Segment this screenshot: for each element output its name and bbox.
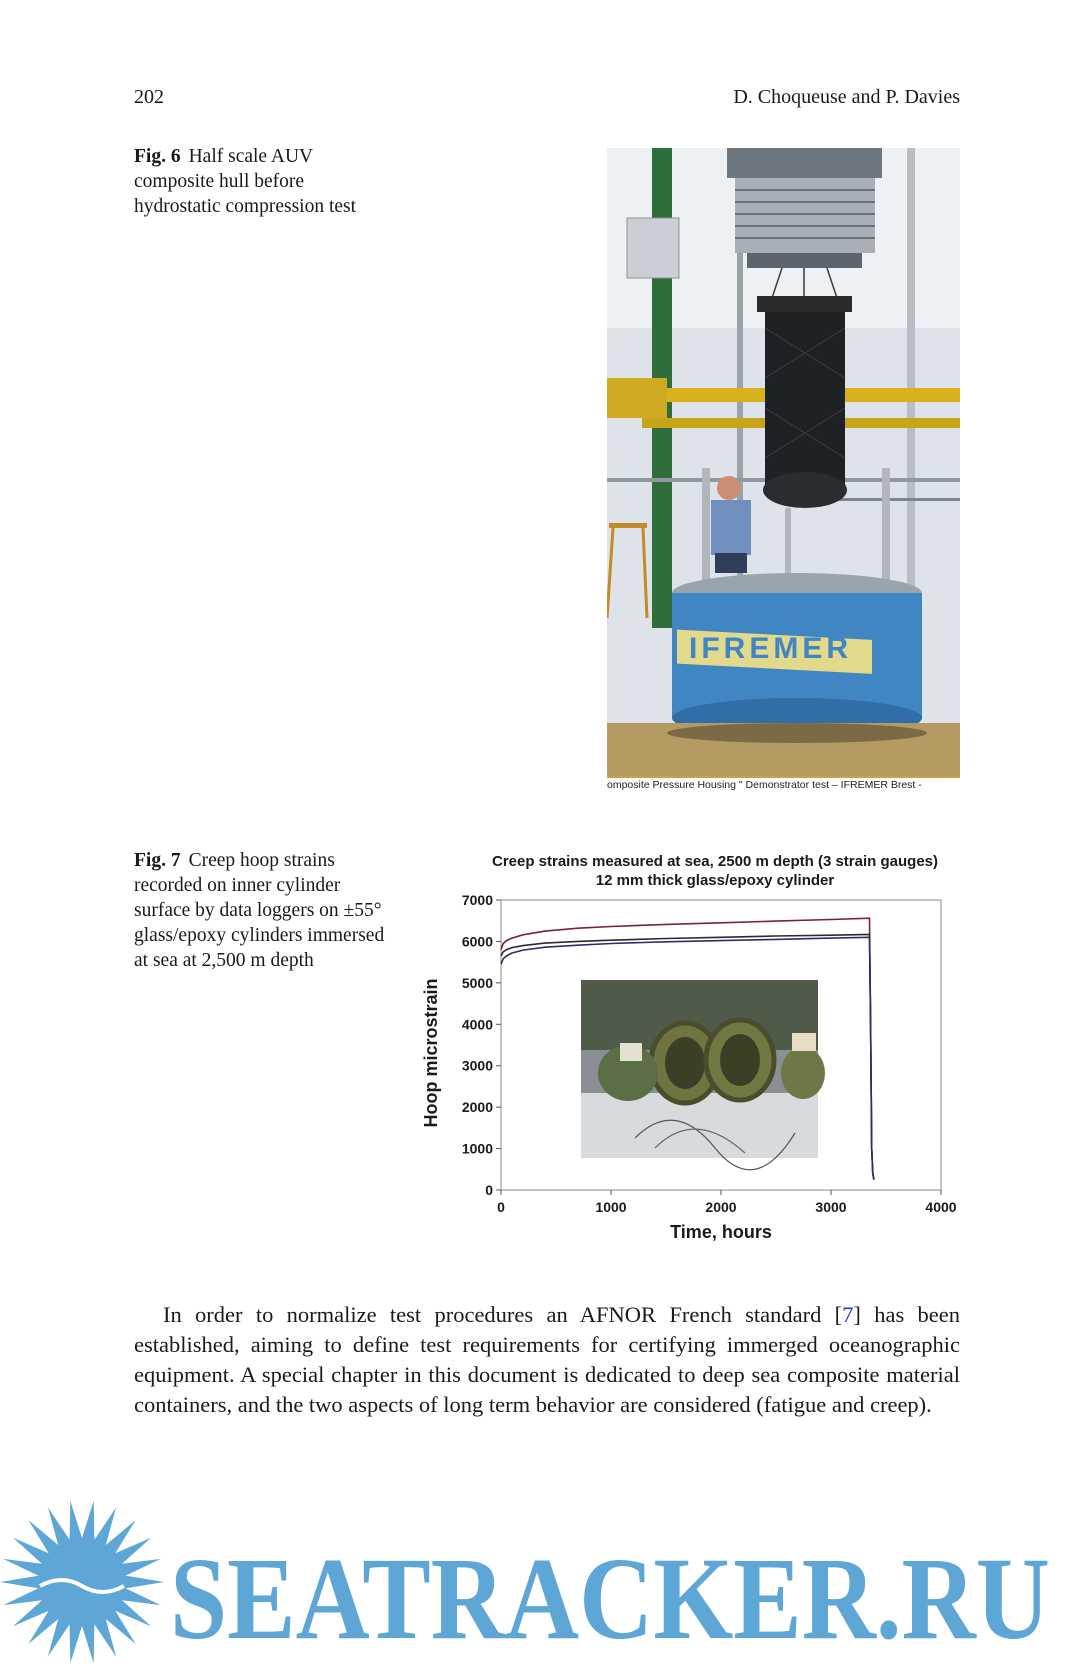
- body-text-part-2: ] has been established, aiming to define test requirements for certifying immerged oceanographic equipment. A special chapter in this document is dedicated to deep sea composite material containers, and the two aspects of long term behavior are considered (fatigue and creep).: [134, 1302, 960, 1417]
- watermark-text: SEATRACKER.RU: [170, 1533, 1050, 1664]
- x-tick-label: 2000: [705, 1199, 737, 1215]
- y-tick-label: 7000: [461, 892, 493, 908]
- figure-6-photo-footer: omposite Pressure Housing " Demonstrator test – IFREMER Brest -: [607, 776, 960, 794]
- figure-7-caption: [134, 848, 394, 973]
- y-tick-label: 5000: [461, 974, 493, 991]
- page-number: 202: [134, 86, 164, 108]
- test-rig-illustration: [607, 148, 960, 778]
- seatracker-watermark: [0, 1490, 1080, 1665]
- y-tick-label: 3000: [461, 1057, 493, 1074]
- x-tick-label: 0: [497, 1199, 505, 1215]
- figure-6-photo: [607, 148, 960, 794]
- y-axis-label: Hoop microstrain: [421, 978, 441, 1128]
- figure-7-label: Fig. 7: [134, 850, 181, 871]
- x-axis-label: Time, hours: [670, 1222, 772, 1242]
- y-tick-label: 4000: [461, 1016, 493, 1033]
- figure-7-chart: [415, 848, 960, 1258]
- creep-strain-chart-svg: [415, 848, 960, 1258]
- y-tick-label: 1000: [461, 1140, 493, 1157]
- y-tick-label: 2000: [461, 1099, 493, 1116]
- figure-7-caption-text: Creep hoop strains recorded on inner cylinder surface by data loggers on ±55° glass/epoxy cylinders immersed at sea at 2,500 m depth: [134, 850, 385, 971]
- chart-subtitle: 12 mm thick glass/epoxy cylinder: [595, 872, 835, 889]
- chart-title: Creep strains measured at sea, 2500 m depth (3 strain gauges): [491, 853, 939, 870]
- figure-6-label: Fig. 6: [134, 146, 181, 167]
- body-text-part-1: In order to normalize test procedures an AFNOR French standard [: [163, 1302, 843, 1327]
- x-tick-label: 1000: [595, 1199, 627, 1215]
- y-tick-label: 0: [485, 1182, 493, 1198]
- y-tick-label: 6000: [461, 933, 493, 950]
- figure-6-caption-text: Half scale AUV composite hull before hydrostatic compression test: [134, 146, 357, 217]
- ifremer-banner-text: IFREMER: [689, 632, 852, 665]
- inset-photo-cylinders: [581, 980, 825, 1170]
- citation-link[interactable]: 7: [842, 1302, 854, 1327]
- body-paragraph: [134, 1300, 960, 1420]
- x-tick-label: 4000: [925, 1199, 957, 1215]
- watermark-svg: [0, 1490, 1080, 1665]
- figure-6-caption: [134, 144, 394, 219]
- running-head-authors: D. Choqueuse and P. Davies: [733, 86, 960, 108]
- sun-logo-icon: [0, 1501, 164, 1663]
- x-tick-label: 3000: [815, 1199, 847, 1215]
